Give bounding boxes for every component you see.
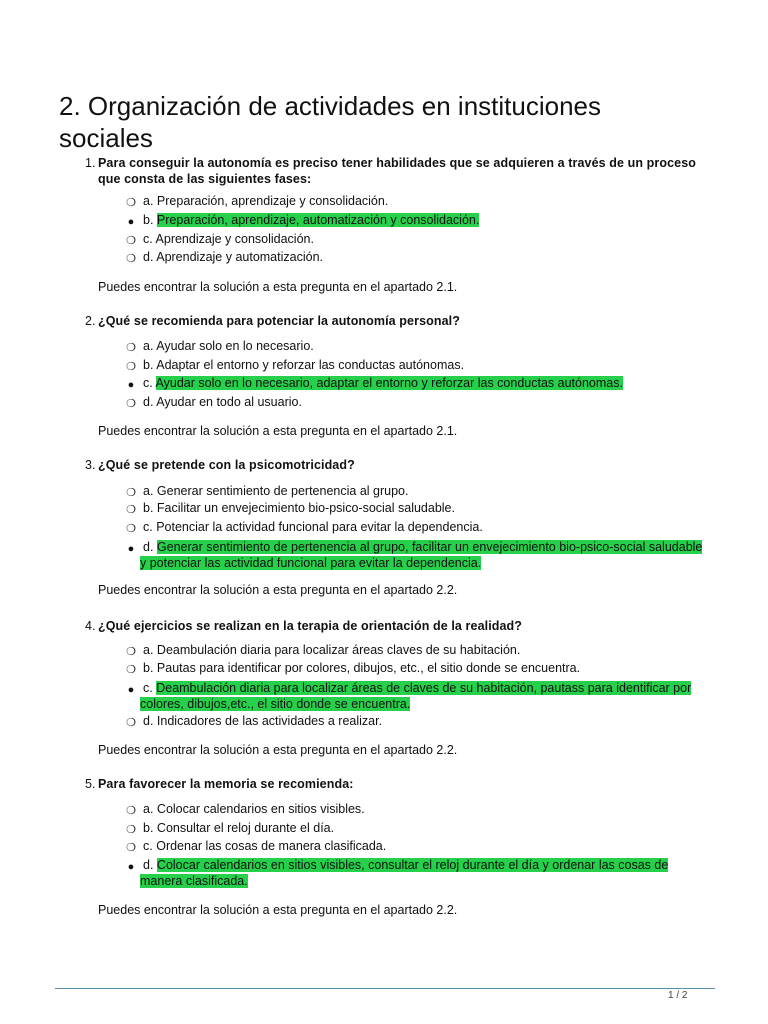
option-text-correct: Generar sentimiento de pertenencia al grupo, facilitar un envejecimiento bio-psico-social saludable bbox=[156, 540, 703, 554]
radio-empty-icon bbox=[125, 646, 137, 658]
question-text: Para conseguir la autonomía es preciso tener habilidades que se adquieren a través de un proceso bbox=[98, 156, 696, 170]
question-number: 5. bbox=[85, 777, 96, 791]
option-text: Deambulación diaria para localizar áreas claves de su habitación. bbox=[156, 643, 521, 657]
option-text: Pautas para identificar por colores, dibujos, etc., el sitio donde se encuentra. bbox=[156, 661, 581, 675]
question-1-option-c bbox=[125, 231, 725, 247]
question-4-heading bbox=[85, 618, 725, 634]
option-text: Generar sentimiento de pertenencia al grupo. bbox=[156, 484, 409, 498]
question-5-heading bbox=[85, 776, 725, 792]
question-text: ¿Qué ejercicios se realizan en la terapia de orientación de la realidad? bbox=[98, 619, 523, 633]
question-3-option-c bbox=[125, 519, 725, 535]
question-5-option-d bbox=[125, 857, 725, 889]
question-1-option-d bbox=[125, 249, 725, 265]
question-3-option-b bbox=[125, 500, 725, 516]
question-4-hint: Puedes encontrar la solución a esta pregunta en el apartado 2.2. bbox=[98, 743, 458, 757]
radio-filled-icon bbox=[125, 684, 137, 696]
radio-empty-icon bbox=[125, 361, 137, 373]
option-text: Aprendizaje y automatización. bbox=[156, 250, 323, 264]
option-text-correct-continued: manera clasificada. bbox=[140, 874, 248, 888]
radio-empty-icon bbox=[125, 805, 137, 817]
option-text: Indicadores de las actividades a realizar. bbox=[156, 714, 383, 728]
option-prefix: a. bbox=[143, 643, 154, 657]
option-prefix: a. bbox=[143, 802, 154, 816]
radio-empty-icon bbox=[125, 398, 137, 410]
question-2-option-b bbox=[125, 357, 725, 373]
radio-filled-icon bbox=[125, 216, 137, 228]
question-text: ¿Qué se pretende con la psicomotricidad? bbox=[98, 458, 355, 472]
option-prefix: d. bbox=[143, 540, 154, 554]
question-2-option-d bbox=[125, 394, 725, 410]
option-text: Ayudar en todo al usuario. bbox=[156, 395, 302, 409]
option-text: Ayudar solo en lo necesario. bbox=[156, 339, 314, 353]
question-number: 1. bbox=[85, 156, 96, 170]
option-text: Colocar calendarios en sitios visibles. bbox=[156, 802, 365, 816]
question-5-option-c bbox=[125, 838, 725, 854]
option-prefix: d. bbox=[143, 714, 154, 728]
option-text-correct-continued: colores, dibujos,etc., el sitio donde se encuentra. bbox=[140, 697, 411, 711]
radio-empty-icon bbox=[125, 523, 137, 535]
question-4-option-a bbox=[125, 642, 725, 658]
question-text: ¿Qué se recomienda para potenciar la autonomía personal? bbox=[98, 314, 460, 328]
question-number: 2. bbox=[85, 314, 96, 328]
question-text-continued: que consta de las siguientes fases: bbox=[98, 172, 312, 186]
radio-empty-icon bbox=[125, 253, 137, 265]
option-text-correct: Colocar calendarios en sitios visibles, consultar el reloj durante el día y ordenar las cosas de bbox=[156, 858, 669, 872]
question-5-hint: Puedes encontrar la solución a esta pregunta en el apartado 2.2. bbox=[98, 903, 458, 917]
question-5-option-a bbox=[125, 801, 725, 817]
option-text: Facilitar un envejecimiento bio-psico-social saludable. bbox=[156, 501, 455, 515]
option-prefix: b. bbox=[143, 213, 154, 227]
option-prefix: c. bbox=[143, 376, 153, 390]
option-prefix: c. bbox=[143, 520, 153, 534]
radio-empty-icon bbox=[125, 504, 137, 516]
option-text-correct-continued: y potenciar las actividad funcional para evitar la dependencia. bbox=[140, 556, 482, 570]
radio-empty-icon bbox=[125, 664, 137, 676]
question-3-option-d bbox=[125, 539, 725, 571]
option-text-correct: Preparación, aprendizaje, automatización y consolidación. bbox=[156, 213, 480, 227]
option-prefix: a. bbox=[143, 194, 154, 208]
radio-empty-icon bbox=[125, 197, 137, 209]
option-text: Consultar el reloj durante el día. bbox=[156, 821, 335, 835]
footer-divider bbox=[55, 988, 715, 989]
option-prefix: a. bbox=[143, 484, 154, 498]
question-2-option-c bbox=[125, 375, 725, 391]
question-4-option-d bbox=[125, 713, 725, 729]
question-number: 3. bbox=[85, 458, 96, 472]
option-prefix: d. bbox=[143, 250, 154, 264]
question-4-option-c bbox=[125, 680, 725, 712]
question-1-hint: Puedes encontrar la solución a esta pregunta en el apartado 2.1. bbox=[98, 280, 458, 294]
radio-empty-icon bbox=[125, 235, 137, 247]
option-text-correct: Ayudar solo en lo necesario, adaptar el entorno y reforzar las conductas autónomas. bbox=[155, 376, 623, 390]
question-3-heading bbox=[85, 457, 725, 473]
question-2-option-a bbox=[125, 338, 725, 354]
radio-empty-icon bbox=[125, 487, 137, 499]
radio-filled-icon bbox=[125, 861, 137, 873]
question-1-option-a bbox=[125, 193, 725, 209]
question-2-heading bbox=[85, 313, 725, 329]
radio-empty-icon bbox=[125, 717, 137, 729]
radio-filled-icon bbox=[125, 379, 137, 391]
option-prefix: d. bbox=[143, 395, 154, 409]
option-prefix: b. bbox=[143, 501, 154, 515]
radio-filled-icon bbox=[125, 543, 137, 555]
option-prefix: c. bbox=[143, 232, 153, 246]
question-1-heading bbox=[85, 155, 725, 187]
radio-empty-icon bbox=[125, 824, 137, 836]
option-text: Potenciar la actividad funcional para evitar la dependencia. bbox=[156, 520, 483, 534]
option-prefix: c. bbox=[143, 839, 153, 853]
option-prefix: b. bbox=[143, 821, 154, 835]
option-prefix: b. bbox=[143, 358, 154, 372]
option-prefix: b. bbox=[143, 661, 154, 675]
question-text: Para favorecer la memoria se recomienda: bbox=[98, 777, 354, 791]
option-prefix: c. bbox=[143, 681, 153, 695]
option-text: Adaptar el entorno y reforzar las conductas autónomas. bbox=[156, 358, 465, 372]
page-number: 1 / 2 bbox=[668, 990, 688, 1001]
question-3-option-a bbox=[125, 483, 725, 499]
page-title: 2. Organización de actividades en instituciones sociales bbox=[59, 91, 601, 153]
question-1-option-b bbox=[125, 212, 725, 228]
question-5-option-b bbox=[125, 820, 725, 836]
option-text-correct: Deambulación diaria para localizar áreas de claves de su habitación, pautass para identificar por bbox=[156, 681, 692, 695]
option-prefix: d. bbox=[143, 858, 154, 872]
option-text: Aprendizaje y consolidación. bbox=[155, 232, 314, 246]
option-text: Preparación, aprendizaje y consolidación. bbox=[156, 194, 389, 208]
question-3-hint: Puedes encontrar la solución a esta pregunta en el apartado 2.2. bbox=[98, 583, 458, 597]
option-prefix: a. bbox=[143, 339, 154, 353]
question-4-option-b bbox=[125, 660, 725, 676]
question-number: 4. bbox=[85, 619, 96, 633]
radio-empty-icon bbox=[125, 842, 137, 854]
radio-empty-icon bbox=[125, 342, 137, 354]
question-2-hint: Puedes encontrar la solución a esta pregunta en el apartado 2.1. bbox=[98, 424, 458, 438]
option-text: Ordenar las cosas de manera clasificada. bbox=[156, 839, 387, 853]
